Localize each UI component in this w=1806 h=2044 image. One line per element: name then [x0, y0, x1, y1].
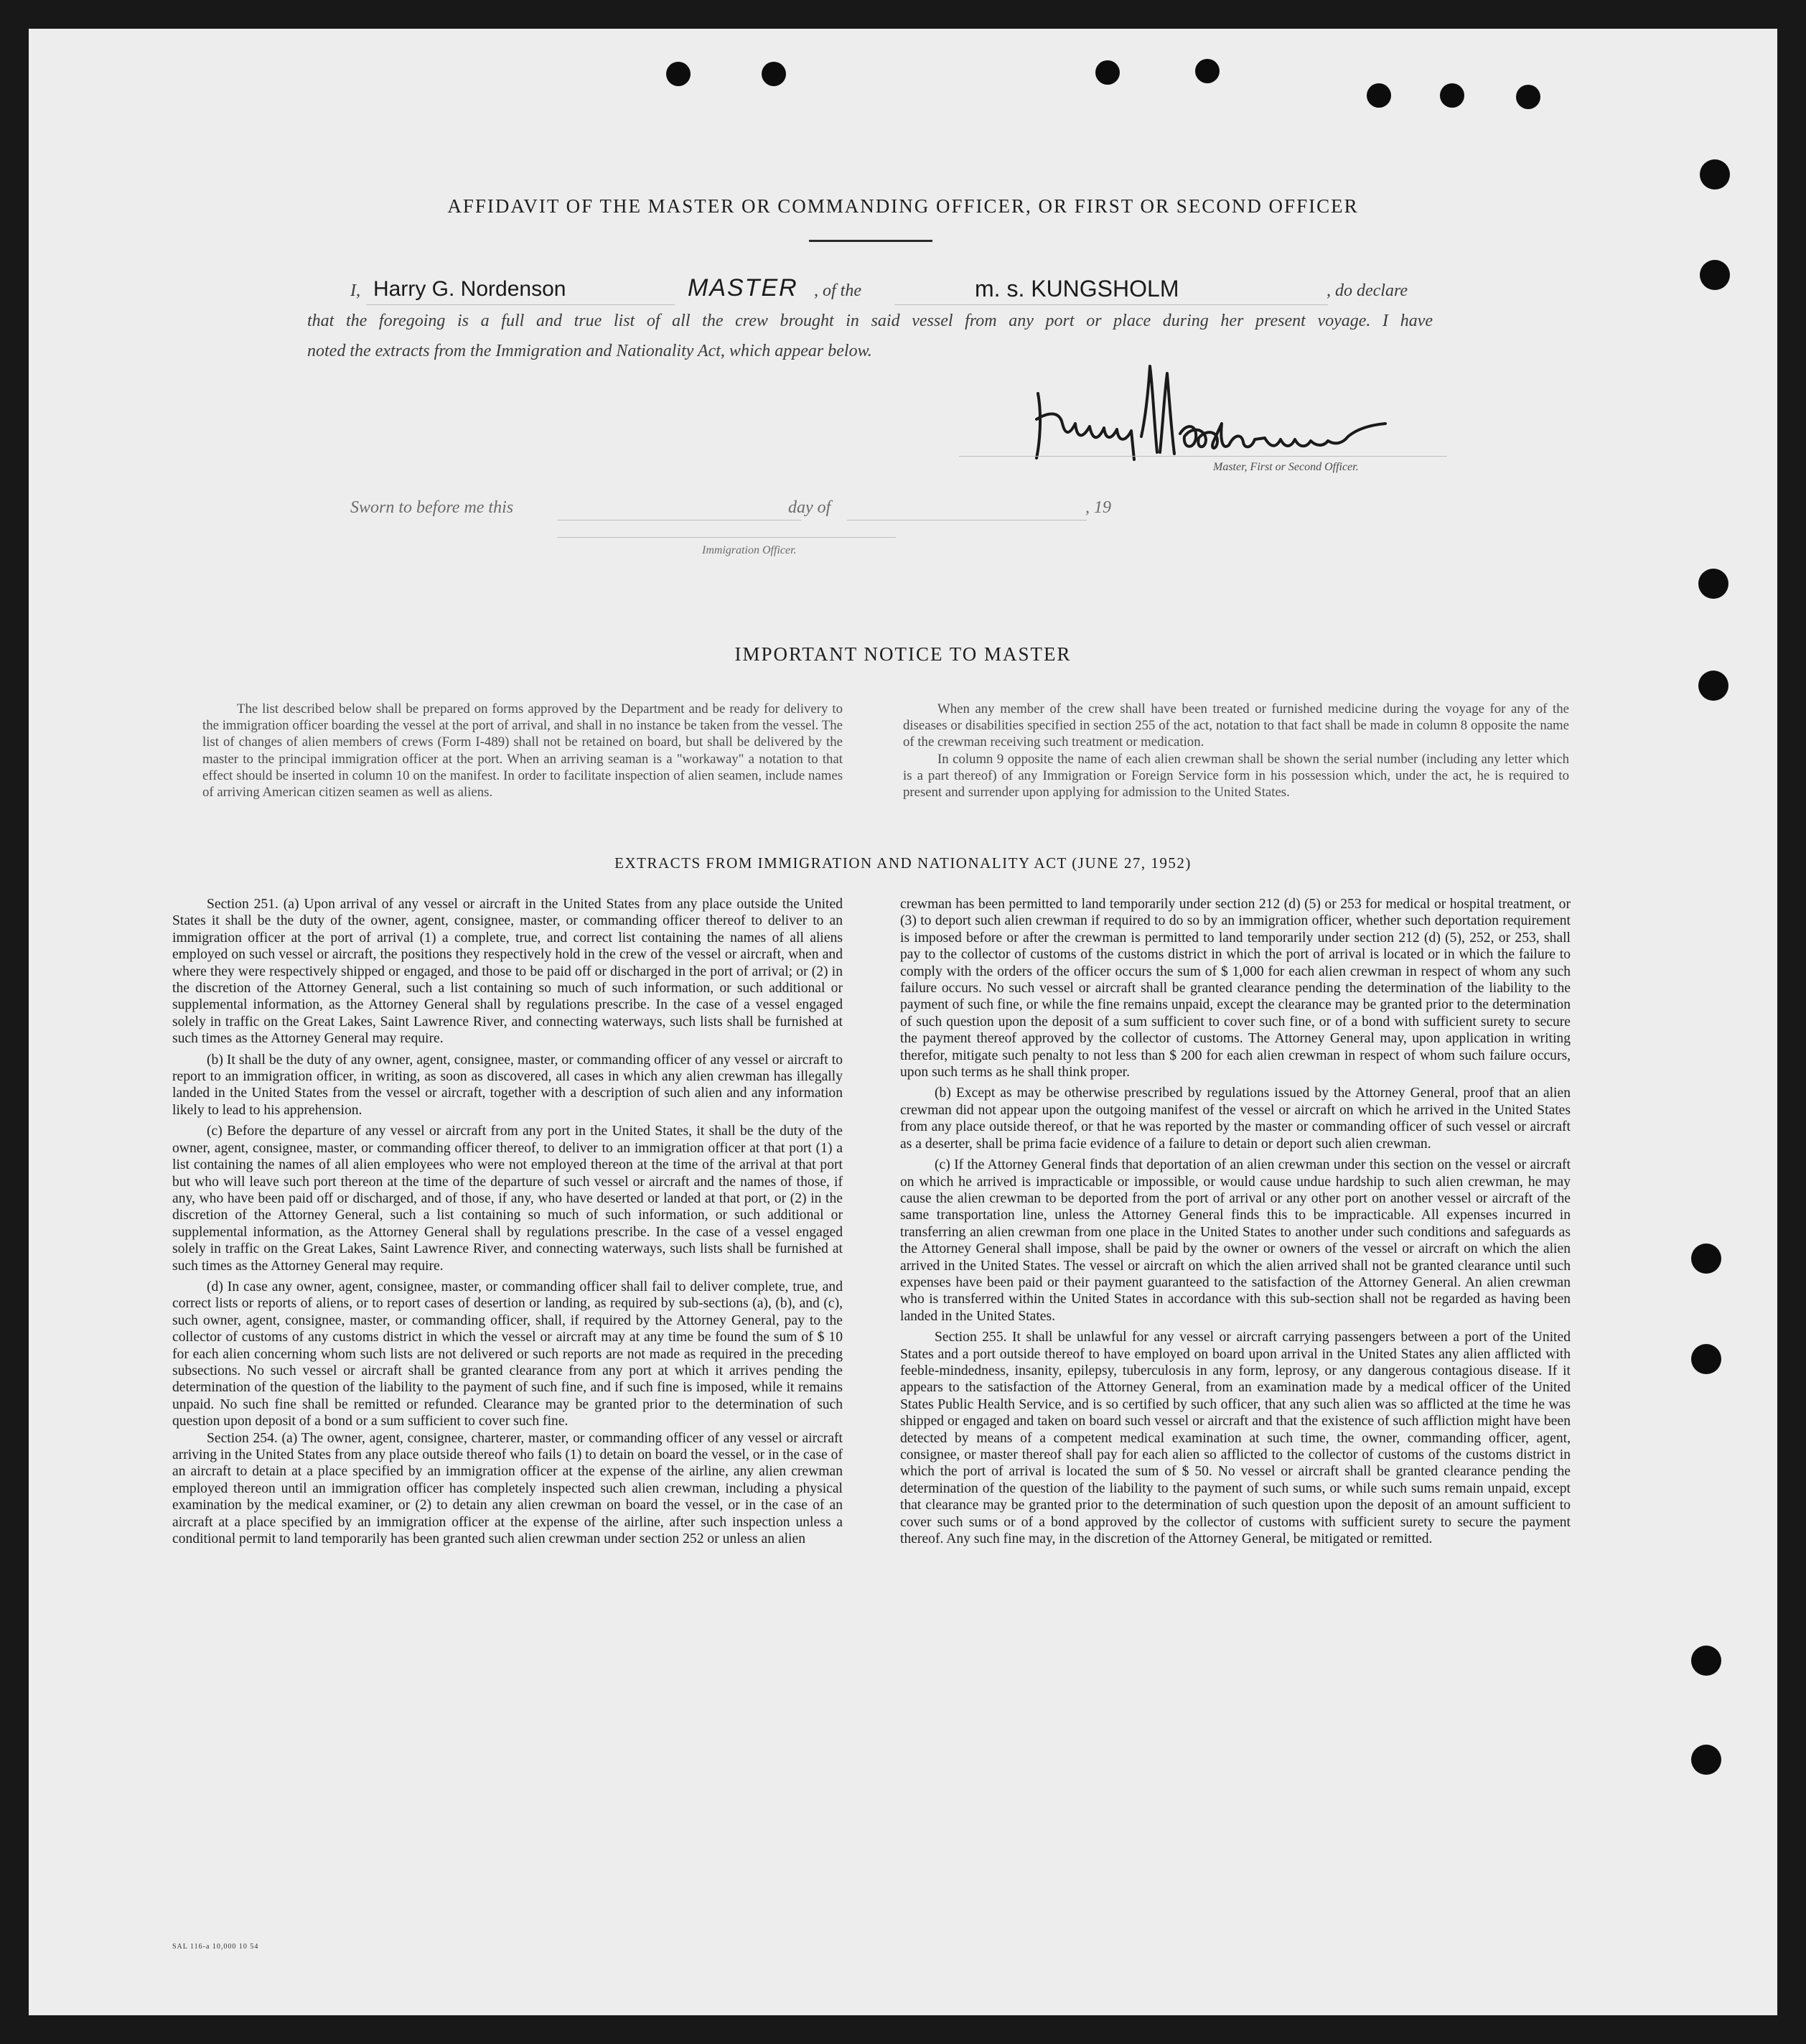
- rank-handwritten: MASTER: [688, 274, 798, 302]
- punch-hole: [1367, 83, 1391, 108]
- name-underline: [366, 304, 675, 305]
- affidavit-title: AFFIDAVIT OF THE MASTER OR COMMANDING OFFICER, OR FIRST OR SECOND OFFICER: [447, 195, 1359, 217]
- notice-left-text: [202, 701, 843, 801]
- vessel-underline: [894, 304, 1328, 305]
- notice-left-paragraph: The list described below shall be prepared on forms approved by the Department and be ready for delivery to the immigration officer boarding the vessel at the port of arrival, and shall in no instance be taken from the vessel. The list of changes of alien members of crews (Form I-489) shall not be retained on board, but shall be delivered by the master to the principal immigration officer at the port. When an arriving seaman is a "workaway" a notation to that effect should be inserted in column 10 on the manifest. In order to facilitate inspection of alien seamen, include names of arriving American citizen seamen as well as aliens.: [202, 701, 843, 801]
- section-251-c: (c) Before the departure of any vessel or aircraft from any port in the United States, it shall be the duty of the owner, agent, consignee, master, or commanding officer thereof, to deliver to an immigration officer at that port (1) a list containing the names of all alien employees who were not employed thereon at the time of the arrival at that port but who will leave such port thereon at the time of the departure of such vessel or aircraft and the names of those, if any, who have been paid off or discharged, and of those, if any, who have deserted or landed at that port, or (2) in the discretion of the Attorney General, such a list containing so much of such information, or such additional or supplemental information, as the Attorney General shall by regulations prescribe. In the case of a vessel engaged solely in traffic on the Great Lakes, Saint Lawrence River, and connecting waterways, such lists shall be furnished at such times as the Attorney General may require.: [172, 1124, 843, 1274]
- immigration-officer-line: [557, 537, 896, 538]
- immigration-officer-label: Immigration Officer.: [702, 544, 797, 556]
- punch-hole: [762, 62, 786, 86]
- declaration-line-2: that the foregoing is a full and true list of all the crew brought in said vessel from any port or place during her present voyage. I have: [307, 312, 1433, 330]
- title-rule: [809, 240, 932, 242]
- signature-line: [959, 456, 1447, 457]
- declaration-line-3: noted the extracts from the Immigration and Nationality Act, which appear below.: [307, 342, 872, 360]
- section-251-d: (d) In case any owner, agent, consignee, master, or commanding officer shall fail to deliver complete, true, and correct lists or reports of aliens, or to report cases of desertion or landing, as required by sub-sections (a), (b), and (c), such owner, agent, consignee, master, or commanding officer, shall, if required by the Attorney General, pay to the collector of customs of any customs district in which the vessel or aircraft may at any time be found the sum of $ 10 for each alien concerning whom such lists are not delivered or such reports are not made as required in the preceding subsections. No such vessel or aircraft shall be granted clearance from any port at which it arrives pending the determination of the question of the liability to the payment of such fine, and if such fine is imposed, while it remains unpaid. No such fine shall be remitted or refunded. Clearance may be granted prior to the determination of such question upon deposit of a bond or a sum sufficient to cover such fine.: [172, 1279, 843, 1429]
- notice-right-paragraph-1: When any member of the crew shall have been treated or furnished medicine during the voyage for any of the diseases or disabilities specified in section 255 of the act, notation to that fact shall be made in column 8 opposite the name of the crewman receiving such treatment or medication.: [903, 701, 1569, 750]
- section-254-a-continued: crewman has been permitted to land temporarily under section 212 (d) (5) or 253 for medical or hospital treatment, or (3) to deport such alien crewman if required to do so by an immigration officer, whether such deportation requirement is imposed before or after the crewman is permitted to land temporarily under section 212 (d) (5), 252, or 253, shall pay to the collector of customs of the customs district in which the port of arrival is located or in which the failure to comply with the orders of the officer occurs the sum of $ 1,000 for each alien crewman in respect of whom any such failure occurs. No such vessel or aircraft shall be granted clearance pending the determination of the liability to the payment of such fine, or while the fine remains unpaid, except the clearance may be granted prior to the determination of such question upon the deposit of a sum sufficient to cover such fine, or of a bond with sufficient surety to secure the payment thereof approved by the collector of customs. The Attorney General may, upon application in writing therefor, mitigate such penalty to not less than $ 200 for each alien crewman in respect of whom such failure occurs, upon such terms as he shall think proper.: [900, 897, 1571, 1081]
- sworn-day-line: [557, 520, 801, 521]
- punch-hole: [1691, 1745, 1721, 1775]
- punch-hole: [1698, 569, 1728, 599]
- notice-right-paragraph-2: In column 9 opposite the name of each alien crewman shall be shown the serial number (including any letter which is a part thereof) of any Immigration or Foreign Service form in his possession which, under the act, he is required to present and surrender upon applying for admission to the United States.: [903, 751, 1569, 801]
- punch-hole: [666, 62, 691, 86]
- punch-hole: [1195, 59, 1220, 83]
- punch-hole: [1691, 1344, 1721, 1374]
- sworn-label: Sworn to before me this: [350, 498, 514, 517]
- day-of-label: day of: [788, 498, 831, 517]
- punch-hole: [1700, 159, 1730, 190]
- notice-right-text: [903, 701, 1569, 801]
- punch-hole: [1698, 671, 1728, 701]
- prefix-i: I,: [350, 281, 360, 300]
- document-page: [29, 29, 1777, 2015]
- section-251-b: (b) It shall be the duty of any owner, agent, consignee, master, or commanding officer of any vessel or aircraft to report to an immigration officer, in writing, as soon as discovered, all cases in which any alien crewman has illegally landed in the United States from the vessel or aircraft, together with a description of such alien and any information likely to lead to his apprehension.: [172, 1052, 843, 1118]
- section-254-b: (b) Except as may be otherwise prescribed by regulations issued by the Attorney General, proof that an alien crewman did not appear upon the outgoing manifest of the vessel or aircraft on which he arrived in the United States from any place outside thereof, or that he was reported by the master or commanding officer of such vessel or aircraft as a deserter, shall be prima facie evidence of a failure to detain or deport such alien crewman.: [900, 1086, 1571, 1152]
- extracts-title: EXTRACTS FROM IMMIGRATION AND NATIONALITY ACT (JUNE 27, 1952): [614, 854, 1192, 872]
- form-code: SAL 116-a 10,000 10 54: [172, 1943, 259, 1951]
- extracts-right-column: [900, 896, 1571, 1547]
- punch-hole: [1095, 60, 1120, 85]
- of-the-label: , of the: [814, 281, 861, 300]
- do-declare-label: , do declare: [1327, 281, 1408, 300]
- punch-hole: [1691, 1243, 1721, 1274]
- master-name-field: Harry G. Nordenson: [373, 277, 566, 301]
- signature-label: Master, First or Second Officer.: [1213, 461, 1359, 473]
- signature-image: [1026, 345, 1400, 467]
- punch-hole: [1440, 83, 1464, 108]
- punch-hole: [1691, 1646, 1721, 1676]
- year-label: , 19: [1085, 498, 1111, 517]
- notice-title: IMPORTANT NOTICE TO MASTER: [734, 643, 1072, 665]
- punch-hole: [1700, 260, 1730, 290]
- vessel-name-field: m. s. KUNGSHOLM: [975, 276, 1179, 302]
- month-line: [847, 520, 1087, 521]
- section-254-a: Section 254. (a) The owner, agent, consignee, charterer, master, or commanding officer of any vessel or aircraft arriving in the United States from any place outside thereof who fails (1) to detain on board the vessel, or in the case of an aircraft to detain at a place specified by an immigration officer at the expense of the airline, any alien crewman employed thereon until an immigration officer has completely inspected such alien crewman, including a physical examination by the medical examiner, or (2) to detain any alien crewman on board the vessel, or in the case of an aircraft at a place specified by an immigration officer at the expense of the airline, after such inspection unless a conditional permit to land temporarily has been granted such alien crewman under section 252 or unless an alien: [172, 1430, 843, 1547]
- extracts-left-column: [172, 896, 843, 1547]
- punch-hole: [1516, 85, 1540, 109]
- section-254-c: (c) If the Attorney General finds that deportation of an alien crewman under this section on the vessel or aircraft on which he arrived is impracticable or impossible, or would cause undue hardship to such alien crewman, he may cause the alien crewman to be deported from the port of arrival or any other port on another vessel or aircraft of the same transportation line, unless the Attorney General finds this to be impracticable. All expenses incurred in transferring an alien crewman from one place in the United States to another under such conditions and safeguards as the Attorney General shall impose, shall be paid by the owner or owners of the vessel or aircraft on which the alien arrived in the United States. The vessel or aircraft on which the alien arrived shall not be granted clearance until such expenses have been paid or their payment guaranteed to the satisfaction of the Attorney General. An alien crewman who is transferred within the United States in accordance with this sub-section shall not be regarded as having been landed in the United States.: [900, 1157, 1571, 1324]
- section-255: Section 255. It shall be unlawful for any vessel or aircraft carrying passengers between a port of the United States and a port outside thereof to have employed on board upon arrival in the United States any alien afflicted with feeble-mindedness, insanity, epilepsy, tuberculosis in any form, leprosy, or any dangerous contagious disease. If it appears to the satisfaction of the Attorney General, from an examination made by a medical officer of the United States Public Health Service, and is so certified by such officer, that any such alien was so afflicted at the time he was shipped or engaged and taken on board such vessel or aircraft and that the existence of such affliction might have been detected by means of a competent medical examination at such time, the owner, commanding officer, agent, consignee, or master thereof shall pay for each alien so afflicted to the collector of customs of the customs district in which the port of arrival is located the sum of $ 50. No vessel or aircraft shall be granted clearance pending the determination of the question of the liability to the payment of such sums, or while such sums remain unpaid, except that clearance may be granted prior to the determination of such question upon the deposit of an amount sufficient to cover such sums or of a bond approved by the collector of customs with sufficient surety to secure the payment thereof. Any such fine may, in the discretion of the Attorney General, be mitigated or remitted.: [900, 1330, 1571, 1547]
- section-251-a: Section 251. (a) Upon arrival of any vessel or aircraft in the United States from any place outside the United States it shall be the duty of the owner, agent, consignee, master, or commanding officer thereof to deliver to an immigration officer at the port of arrival (1) a complete, true, and correct list containing the names of all aliens employed on such vessel or aircraft, the positions they respectively hold in the crew of the vessel or aircraft, when and where they were respectively shipped or engaged, and those to be paid off or discharged in the port of arrival; or (2) in the discretion of the Attorney General, such a list containing so much of such information, or such additional or supplemental information, as the Attorney General shall by regulations prescribe. In the case of a vessel engaged solely in traffic on the Great Lakes, Saint Lawrence River, and connecting waterways, such lists shall be furnished at such times as the Attorney General may require.: [172, 897, 843, 1047]
